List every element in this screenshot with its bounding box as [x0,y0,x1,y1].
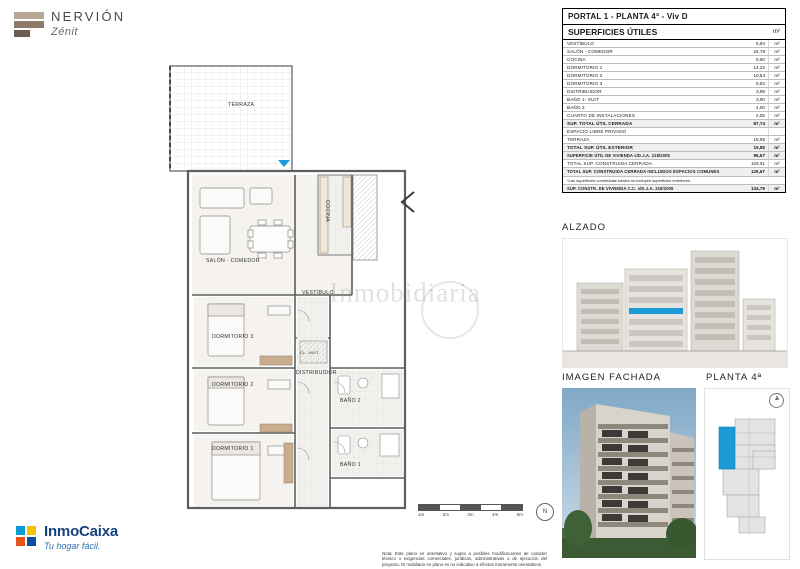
key-plan [704,388,790,560]
row-value: 95,67 [753,153,765,158]
caixa-star-icon [16,526,38,548]
table-row [563,112,785,120]
north-arrow-icon [769,393,784,408]
row-unit: m² [768,168,785,176]
row-value: 15,85 [753,145,765,150]
surfaces-table [562,40,786,193]
row-unit: m² [768,72,785,79]
scale-tick: 1m [418,512,425,517]
scale-tick: 4m [491,512,499,517]
table-row [563,136,785,144]
surfaces-table-title: SUPERFICIES ÚTILES [568,27,658,37]
disclaimer-note: Nota: Este plano es orientativo y sujeto a posibles modificaciones de carácter técnico o exigencias comerciales, jurídicas, administrativas o de ejecución del proyecto. El mobiliario en plano es no indicativo a efectos meramente orientativos. [382,550,547,567]
room-label-cl-inst: CL. INST. [300,350,320,355]
room-label-vestibulo: VESTÍBULO [302,290,334,296]
surfaces-table-header [562,25,786,40]
row-value: 3,98 [756,89,765,94]
row-unit: m² [768,40,785,47]
table-row-total [563,120,785,128]
row-value: 103,91 [750,161,765,166]
stacked-bars-logo-icon [14,12,44,38]
section-title-imagen-fachada: IMAGEN FACHADA [562,372,661,383]
elevation-drawing [562,238,788,368]
table-row [563,128,785,136]
row-unit: m² [768,185,785,192]
row-value: 2,05 [756,113,765,118]
scale-tick: 3m [467,512,474,517]
row-label: SUP. CONSTR. DE VIVIENDA C.C. s/D.J.A. 218/2005 [567,186,674,191]
table-footnote: *Las superficies construidas totales no incluyen superficies exteriores. [563,177,785,185]
table-row-total [563,152,785,160]
brand-name: NERVIÓN [51,9,126,24]
row-label: VESTÍBULO [567,41,595,46]
unit-highlight [629,308,683,314]
table-row-total [563,144,785,152]
section-title-planta: PLANTA 4ª [706,372,763,383]
table-row [563,64,785,72]
north-arrow-icon: N [536,503,554,521]
row-label: TOTAL SUP. ÚTIL EXTERIOR [567,145,633,150]
table-row [563,56,785,64]
row-unit: m² [768,64,785,71]
scale-tick: 5m [516,512,523,517]
row-value: 4,00 [756,105,765,110]
row-label: DORMITORIO 2 [567,73,603,78]
room-label-dormitorio-1: DORMITORIO 1 [212,446,254,452]
room-label-terraza: TERRAZA [228,102,255,108]
brand-logo [14,10,125,38]
row-label: DISTRIBUIDOR [567,89,602,94]
row-unit: m² [768,144,785,151]
row-value: 134,79 [750,186,765,191]
row-unit: m² [768,152,785,159]
row-unit: m² [768,80,785,87]
room-label-salon-comedor: SALÓN - COMEDOR [206,258,260,264]
row-value: 10,54 [753,73,765,78]
row-unit: m² [768,112,785,119]
row-unit: m² [768,120,785,127]
room-label-dormitorio-2: DORMITORIO 2 [212,382,254,388]
row-unit: m² [768,88,785,95]
floor-plan [150,38,550,518]
facade-photo [562,388,696,558]
row-value: 14,22 [753,65,765,70]
row-label: SUP. TOTAL ÚTIL CERRADA [567,121,633,126]
unit-highlight [719,427,735,469]
row-label: DORMITORIO 1 [567,65,603,70]
row-value: 9,60 [756,57,765,62]
table-row [563,72,785,80]
row-unit: m² [768,48,785,55]
row-label: BAÑO 2 [567,105,585,110]
room-label-bano-2: BAÑO 2 [340,398,361,404]
watermark-text: Inmobidiaria [329,277,481,308]
row-unit: m² [768,104,785,111]
brand-subtitle: Zénit [51,26,78,38]
row-label: TOTAL SUP. CONSTRUIDA CERRADA [567,161,653,166]
table-row [563,104,785,112]
inmocaixa-logo [16,523,118,551]
row-value [735,128,768,135]
table-row-total [563,168,785,177]
inmocaixa-tagline: Tu hogar fácil. [44,541,101,551]
inmocaixa-name: InmoCaixa [44,523,119,540]
row-label: DORMITORIO 3 [567,81,603,86]
row-unit: m² [768,96,785,103]
row-unit: m² [768,56,785,63]
row-label: ESPACIO LIBRE PRIVADO [567,129,627,134]
table-row-total [563,185,785,192]
surfaces-panel [562,8,786,193]
row-value: 6,84 [756,41,765,46]
unit-header: m² [773,29,780,35]
row-label: TOTAL SUP. CONSTRUIDA CERRADA INCLUIDOS ESPACIOS COMUNES [567,169,720,174]
room-label-distribuidor: DISTRIBUIDOR [296,370,337,376]
row-value: 3,90 [756,97,765,102]
section-title-alzado: ALZADO [562,222,607,233]
row-unit: m² [768,136,785,143]
row-label: SUPERFICIE ÚTIL DE VIVIENDA s/D.J.A. 218/2005 [567,153,670,158]
row-value: 87,74 [753,121,765,126]
row-value: 24,78 [753,49,765,54]
table-row [563,96,785,104]
row-label: CUARTO DE INSTALACIONES [567,113,636,118]
table-row [563,48,785,56]
unit-title: PORTAL 1 - PLANTA 4ª - Viv D [562,8,786,25]
scale-tick: 2m [442,512,450,517]
row-value: 126,67 [750,169,765,174]
table-row [563,88,785,96]
row-label: SALÓN - COMEDOR [567,49,613,54]
room-label-dormitorio-3: DORMITORIO 3 [212,334,254,340]
row-label: COCINA [567,57,586,62]
row-label: BAÑO 1- SUIT [567,97,599,102]
table-row [563,80,785,88]
row-value: 15,85 [753,137,765,142]
table-row [563,160,785,168]
scale-bar [418,504,523,517]
row-value: 9,83 [756,81,765,86]
room-label-cocina: COCINA [324,200,330,222]
room-label-bano-1: BAÑO 1 [340,462,361,468]
row-unit: m² [768,160,785,167]
row-label: TERRAZA [567,137,590,142]
table-row [563,40,785,48]
row-unit [768,128,785,135]
